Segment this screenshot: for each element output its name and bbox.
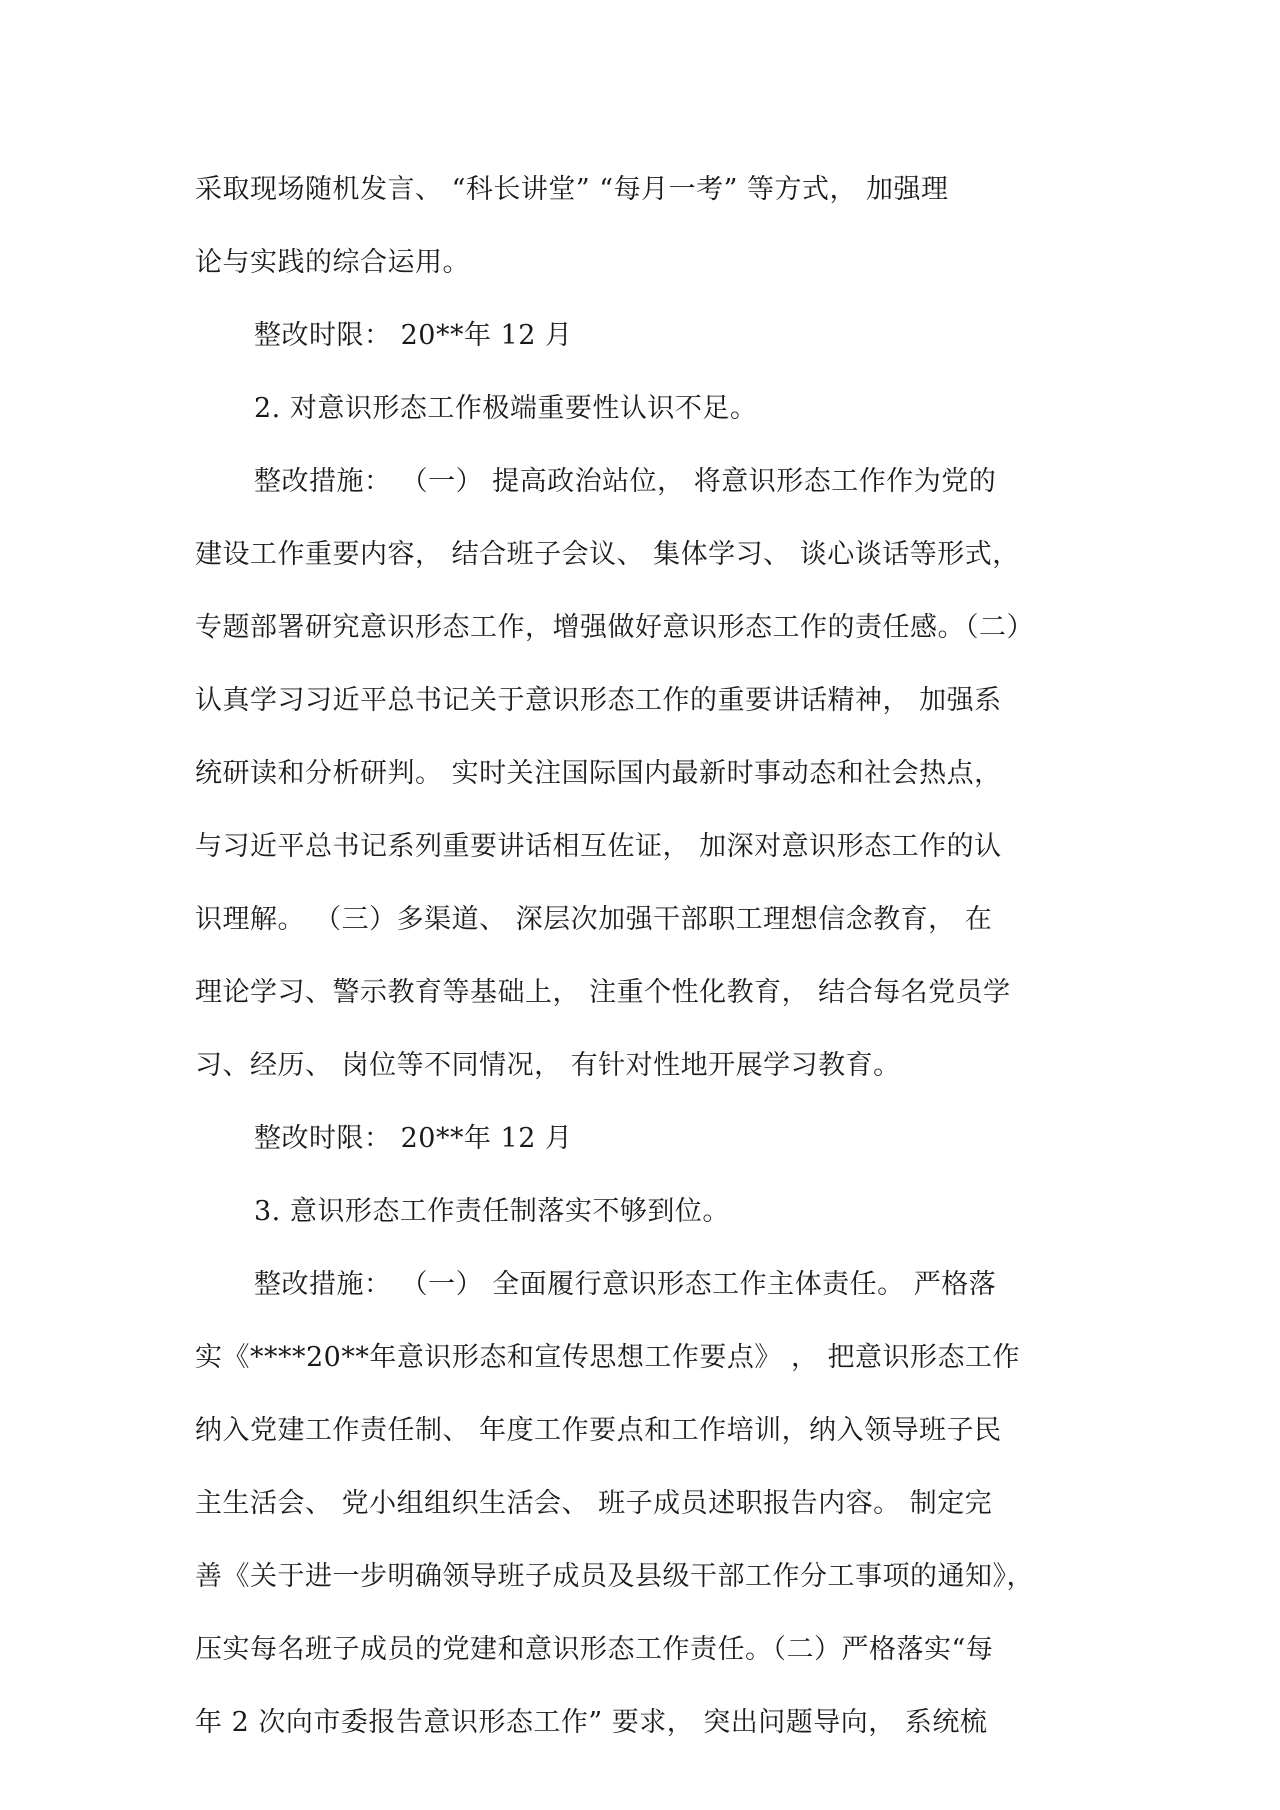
text-line: 与习近平总书记系列重要讲话相互佐证， 加深对意识形态工作的认 [195,831,1002,862]
section-heading: 2. 对意识形态工作极端重要性认识不足。 [254,393,758,424]
text-line: 统研读和分析研判。 实时关注国际国内最新时事动态和社会热点， [195,758,1002,789]
text-line: 论与实践的综合运用。 [195,247,470,278]
text-line: 专题部署研究意识形态工作，增强做好意识形态工作的责任感。（二） [195,612,1034,643]
text-line: 采取现场随机发言、 “科长讲堂” “每月一考” 等方式， 加强理 [195,174,949,205]
section-heading: 3. 意识形态工作责任制落实不够到位。 [254,1196,730,1227]
text-line: 习、经历、 岗位等不同情况， 有针对性地开展学习教育。 [195,1050,901,1081]
text-line: 主生活会、 党小组组织生活会、 班子成员述职报告内容。 制定完 [195,1488,993,1519]
text-line: 识理解。 （三）多渠道、 深层次加强干部职工理想信念教育， 在 [195,904,993,935]
text-line: 纳入党建工作责任制、 年度工作要点和工作培训，纳入领导班子民 [195,1415,1002,1446]
text-line: 善《关于进一步明确领导班子成员及县级干部工作分工事项的通知》， [195,1561,1034,1592]
deadline-line: 整改时限： 20**年 12 月 [254,1123,573,1154]
text-line: 实《****20**年意识形态和宣传思想工作要点》 ， 把意识形态工作 [195,1342,1021,1373]
deadline-line: 整改时限： 20**年 12 月 [254,320,573,351]
text-line: 年 2 次向市委报告意识形态工作” 要求， 突出问题导向， 系统梳 [195,1707,988,1738]
text-line: 整改措施： （一） 提高政治站位， 将意识形态工作作为党的 [254,466,997,497]
text-line: 压实每名班子成员的党建和意识形态工作责任。（二）严格落实“每 [195,1634,994,1665]
text-line: 整改措施： （一） 全面履行意识形态工作主体责任。 严格落 [254,1269,997,1300]
text-line: 理论学习、警示教育等基础上， 注重个性化教育， 结合每名党员学 [195,977,1011,1008]
text-line: 认真学习习近平总书记关于意识形态工作的重要讲话精神， 加强系 [195,685,1002,716]
text-line: 建设工作重要内容， 结合班子会议、 集体学习、 谈心谈话等形式， [195,539,1020,570]
